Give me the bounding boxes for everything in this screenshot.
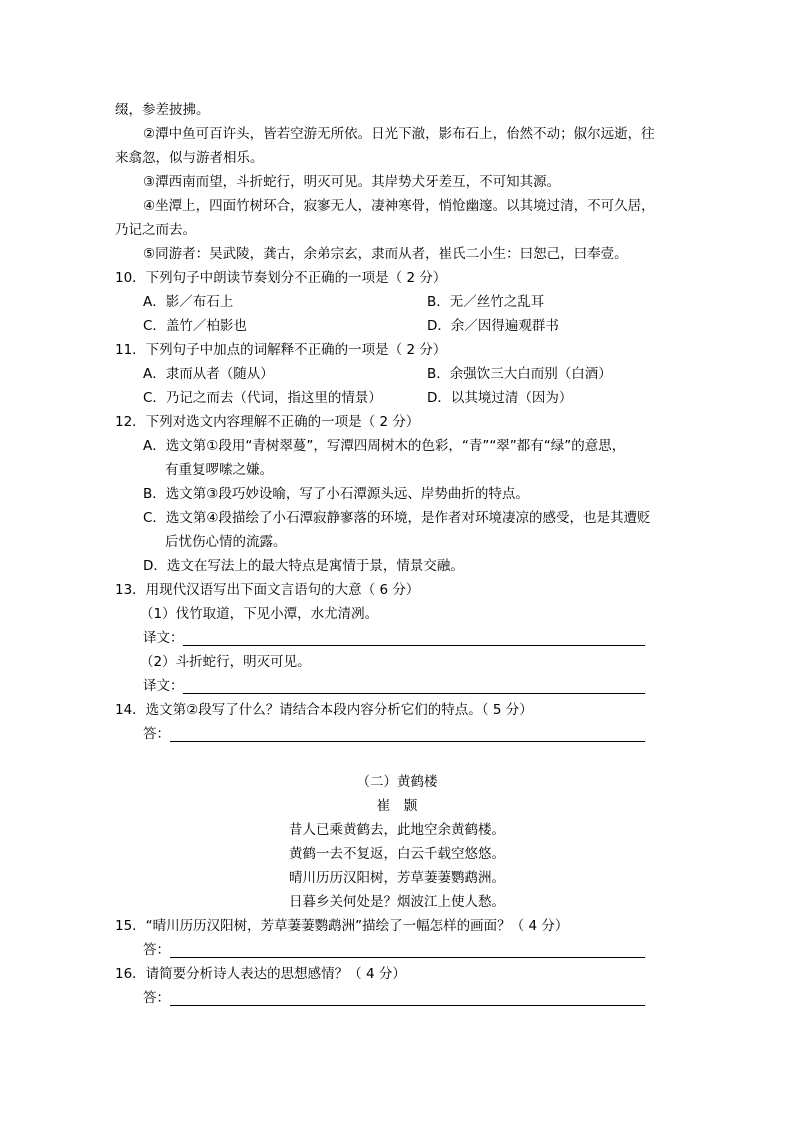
passage-paragraph: ②潭中鱼可百许头，皆若空游无所依。日光下澈，影布石上，佁然不动；俶尔远逝，往	[143, 126, 655, 142]
section-title: （二）黄鹤楼	[356, 774, 438, 790]
q12-option-c-cont: 后忧伤心情的流露。	[165, 534, 287, 550]
q15-answer-line[interactable]	[170, 957, 645, 958]
poem-line: 黄鹤一去不复返，白云千载空悠悠。	[289, 846, 505, 862]
q10-option-b: B．无／丝竹之乱耳	[427, 294, 545, 310]
q16-answer-line[interactable]	[170, 1005, 645, 1006]
poem-author: 崔 颢	[376, 798, 418, 814]
q11-option-c: C．乃记之而去（代词，指这里的情景）	[143, 390, 382, 406]
passage-paragraph: ③潭西南而望，斗折蛇行，明灭可见。其岸势犬牙差互，不可知其源。	[143, 174, 561, 190]
question-16-stem: 16．请简要分析诗人表达的思想感情？（ 4 分）	[115, 966, 406, 982]
question-11-stem: 11．下列句子中加点的词解释不正确的一项是（ 2 分）	[115, 342, 447, 358]
q13-answer-line-2[interactable]	[183, 693, 645, 694]
q11-option-a: A．隶而从者（随从）	[143, 366, 274, 382]
q11-option-d: D．以其境过清（因为）	[427, 390, 573, 406]
q15-answer-label: 答：	[143, 942, 170, 958]
q12-option-a-cont: 有重复啰嗦之嫌。	[165, 462, 273, 478]
q13-sentence-2: （2）斗折蛇行，明灭可见。	[140, 654, 311, 670]
q10-option-d: D．余／因得遍观群书	[427, 318, 559, 334]
q13-answer-label-1: 译文：	[143, 630, 184, 646]
q14-answer-line[interactable]	[170, 741, 645, 742]
passage-line: 来翕忽，似与游者相乐。	[115, 150, 264, 166]
poem-line: 日暮乡关何处是？烟波江上使人愁。	[289, 894, 505, 910]
passage-line: 缀，参差披拂。	[115, 102, 210, 118]
q13-answer-label-2: 译文：	[143, 678, 184, 694]
q14-answer-label: 答：	[143, 726, 170, 742]
q12-option-d: D．选文在写法上的最大特点是寓情于景，情景交融。	[143, 558, 464, 574]
question-15-stem: 15．“晴川历历汉阳树，芳草萋萋鹦鹉洲”描绘了一幅怎样的画面？（ 4 分）	[115, 918, 569, 934]
q10-option-a: A．影／布石上	[143, 294, 234, 310]
q12-option-a: A．选文第①段用“青树翠蔓”，写潭四周树木的色彩，“青”“翠”都有“绿”的意思，	[143, 438, 626, 454]
question-12-stem: 12．下列对选文内容理解不正确的一项是（ 2 分）	[115, 414, 420, 430]
q11-option-b: B．余强饮三大白而别（白酒）	[427, 366, 612, 382]
question-10-stem: 10．下列句子中朗读节奏划分不正确的一项是（ 2 分）	[115, 270, 447, 286]
question-14-stem: 14．选文第②段写了什么？请结合本段内容分析它们的特点。（ 5 分）	[115, 702, 533, 718]
q10-option-c: C．盖竹／柏影也	[143, 318, 247, 334]
q12-option-b: B．选文第③段巧妙设喻，写了小石潭源头远、岸势曲折的特点。	[143, 486, 529, 502]
passage-paragraph: ⑤同游者：吴武陵，龚古，余弟宗玄，隶而从者，崔氏二小生：曰恕己，曰奉壹。	[143, 246, 628, 262]
q13-sentence-1: （1）伐竹取道，下见小潭，水尤清冽。	[140, 606, 379, 622]
poem-line: 晴川历历汉阳树，芳草萋萋鹦鹉洲。	[289, 870, 505, 886]
q13-answer-line-1[interactable]	[183, 645, 645, 646]
q16-answer-label: 答：	[143, 990, 170, 1006]
poem-line: 昔人已乘黄鹤去，此地空余黄鹤楼。	[289, 822, 505, 838]
passage-line: 乃记之而去。	[115, 222, 196, 238]
question-13-stem: 13．用现代汉语写出下面文言语句的大意（ 6 分）	[115, 582, 420, 598]
q12-option-c: C．选文第④段描绘了小石潭寂静寥落的环境，是作者对环境凄凉的感受，也是其遭贬	[143, 510, 651, 526]
passage-paragraph: ④坐潭上，四面竹树环合，寂寥无人，凄神寒骨，悄怆幽邃。以其境过清，不可久居，	[143, 198, 655, 214]
